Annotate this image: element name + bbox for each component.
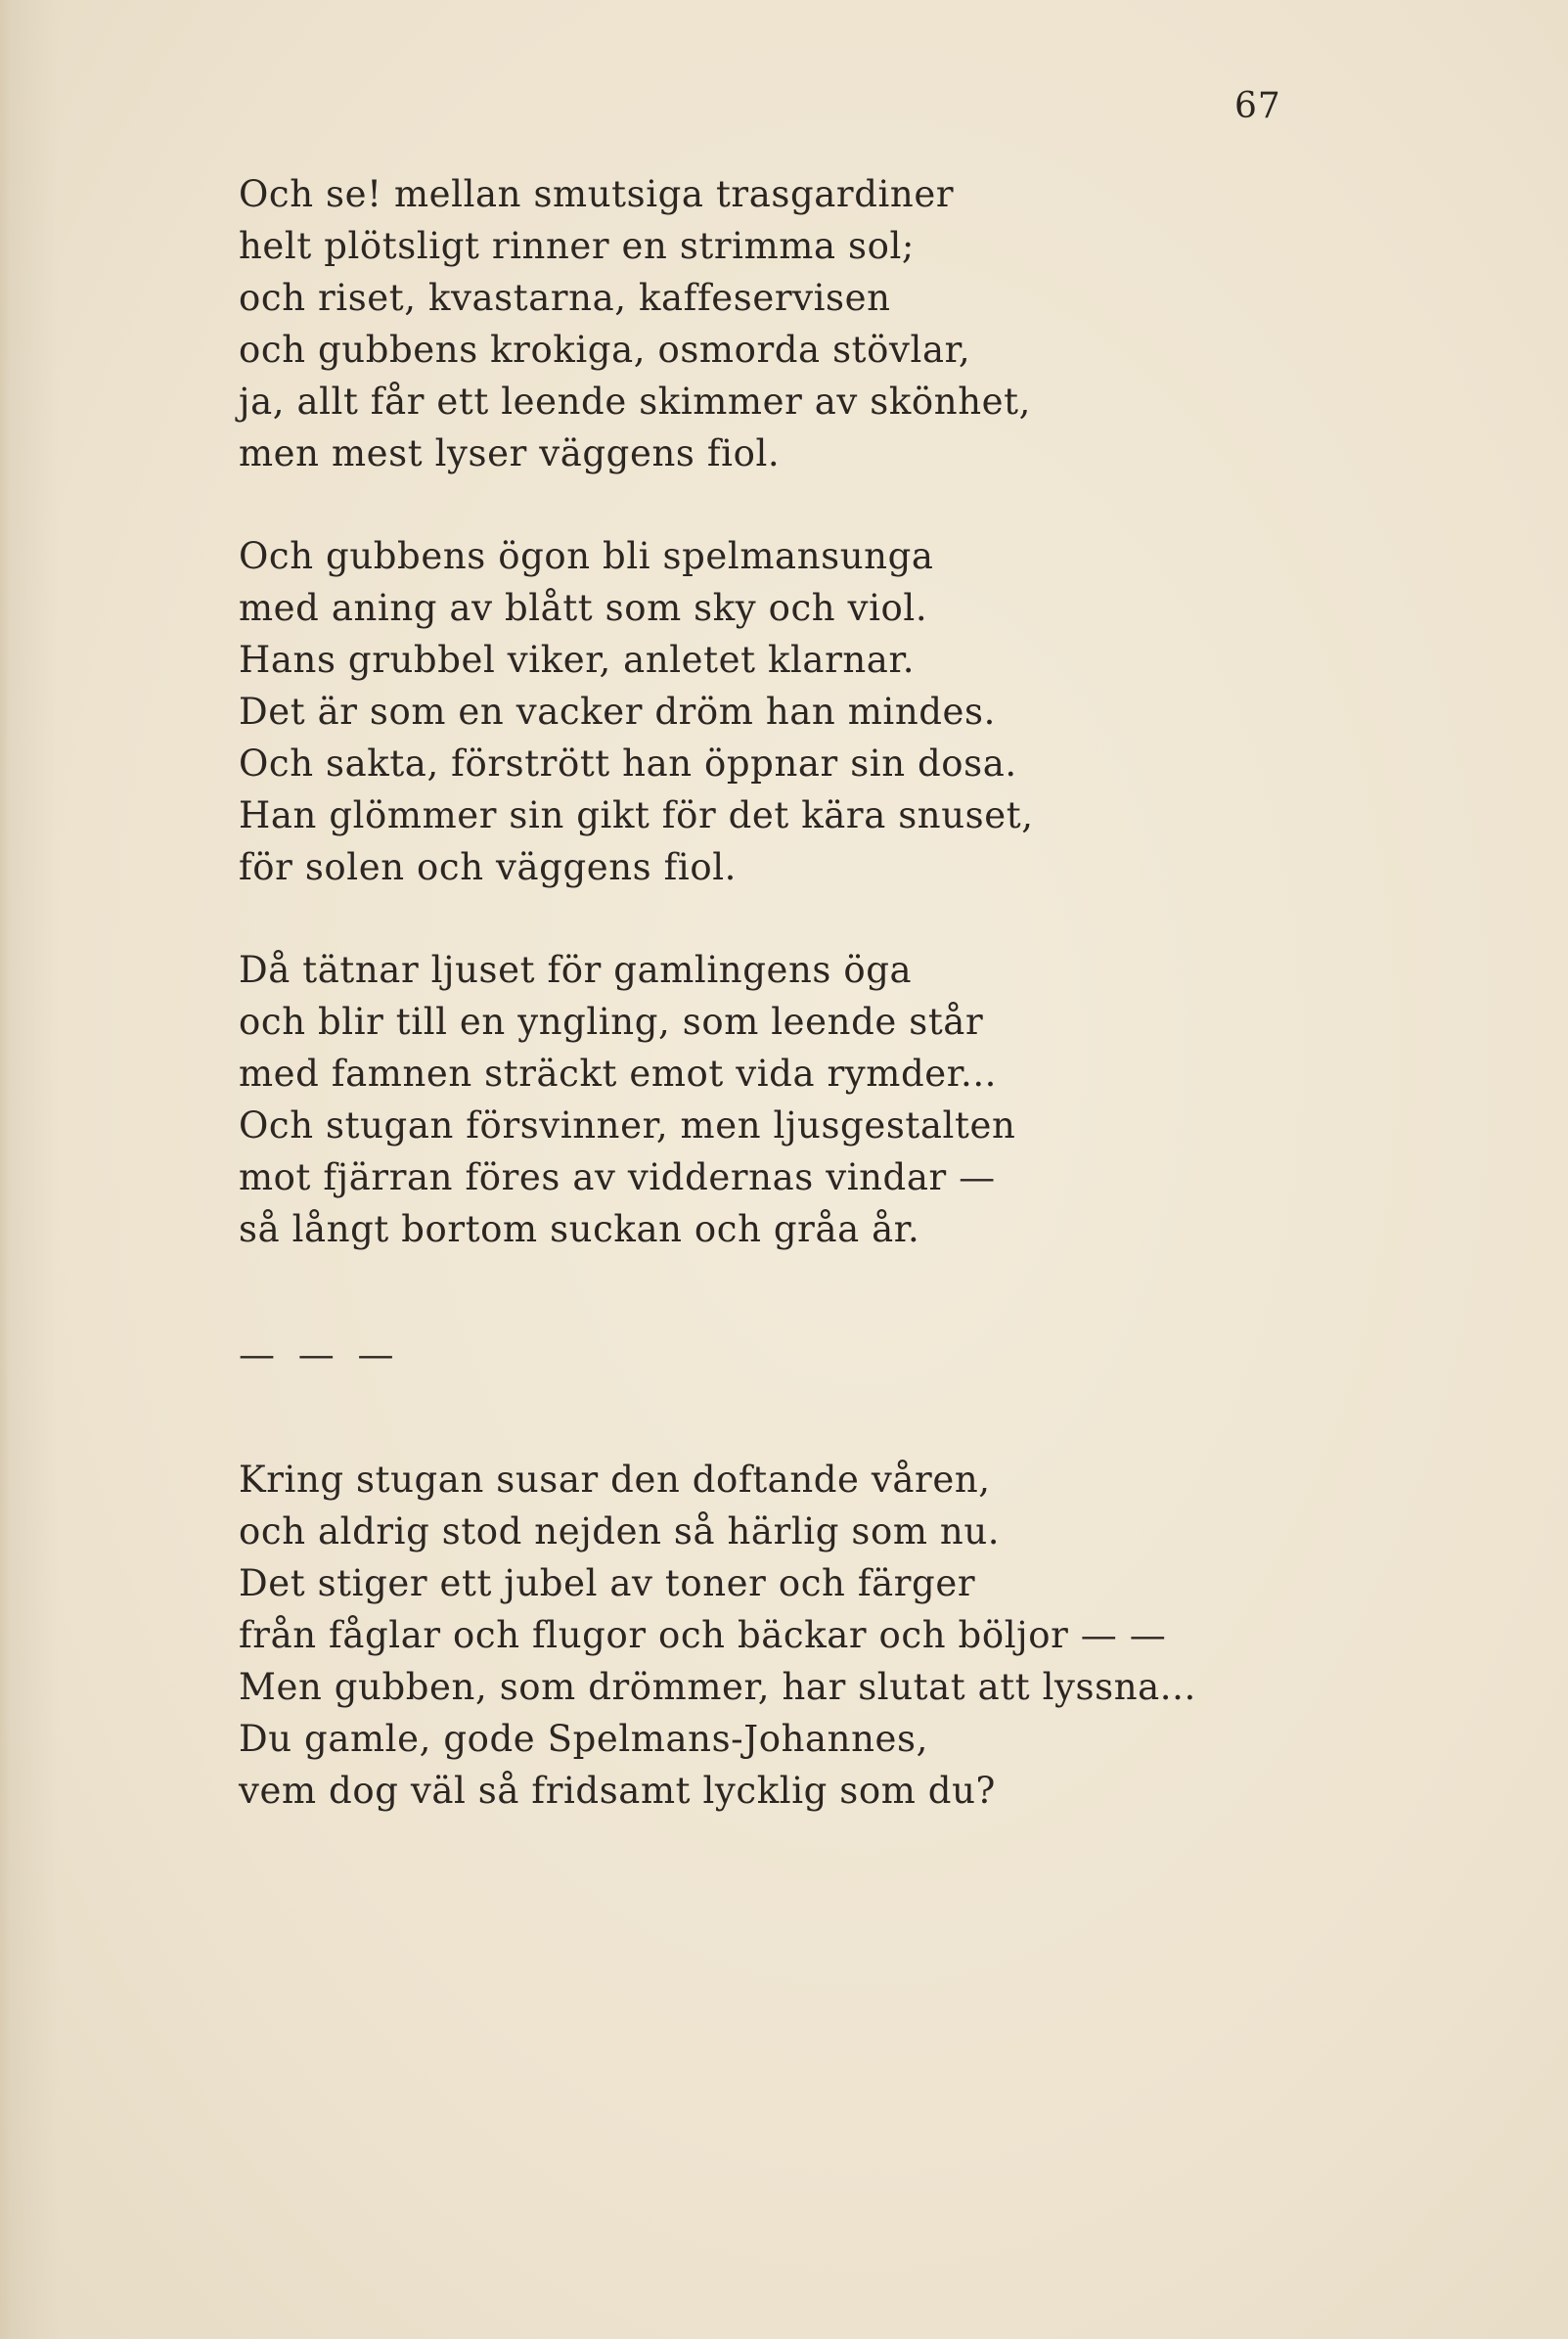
poem-line: Men gubben, som drömmer, har slutat att lyssna... (239, 1666, 1196, 1708)
poem-body (239, 168, 1334, 1817)
poem-line: helt plötsligt rinner en strimma sol; (239, 225, 915, 267)
poem-line: Och sakta, förstrött han öppnar sin dosa. (239, 742, 1017, 785)
separator-gap-before (239, 1255, 1334, 1328)
poem-line: Och gubbens ögon bli spelmansunga (239, 535, 934, 577)
poem-line: för solen och väggens fiol. (239, 846, 737, 888)
stanza-gap (239, 479, 1334, 530)
poem-line: och riset, kvastarna, kaffeservisen (239, 277, 891, 319)
poem-line: från fåglar och flugor och bäckar och böljor — — (239, 1614, 1167, 1656)
stanza-final (239, 1454, 1334, 1817)
poem-line: Du gamle, gode Spelmans-Johannes, (239, 1718, 928, 1760)
separator-gap-after (239, 1380, 1334, 1454)
poem-line: så långt bortom suckan och gråa år. (239, 1208, 920, 1250)
poem-line: med famnen sträckt emot vida rymder... (239, 1053, 998, 1095)
page-spine-shadow (0, 0, 10, 2339)
poem-line: och gubbens krokiga, osmorda stövlar, (239, 329, 971, 371)
page-number: 67 (1234, 86, 1281, 126)
stanza-2 (239, 530, 1334, 893)
stanza-3 (239, 944, 1334, 1255)
poem-line: Det är som en vacker dröm han mindes. (239, 691, 996, 733)
section-separator: — — — (239, 1333, 400, 1375)
poem-line: Hans grubbel viker, anletet klarnar. (239, 639, 916, 681)
poem-line: Och se! mellan smutsiga trasgardiner (239, 173, 955, 215)
poem-line: mot fjärran föres av viddernas vindar — (239, 1156, 996, 1198)
poem-line: och aldrig stod nejden så härlig som nu. (239, 1510, 1001, 1552)
poem-line: och blir till en yngling, som leende står (239, 1001, 984, 1043)
poem-line: Kring stugan susar den doftande våren, (239, 1459, 991, 1501)
stanza-1 (239, 168, 1334, 479)
poem-line: med aning av blått som sky och viol. (239, 587, 928, 629)
poem-line: vem dog väl så fridsamt lycklig som du? (239, 1770, 996, 1812)
stanza-gap (239, 893, 1334, 944)
poem-line: Det stiger ett jubel av toner och färger (239, 1562, 976, 1604)
poem-line: Då tätnar ljuset för gamlingens öga (239, 949, 913, 991)
poem-line: Och stugan försvinner, men ljusgestalten (239, 1104, 1016, 1147)
poem-line: ja, allt får ett leende skimmer av skönhet, (239, 381, 1031, 423)
poem-line: men mest lyser väggens fiol. (239, 432, 781, 474)
poem-line: Han glömmer sin gikt för det kära snuset, (239, 794, 1034, 836)
